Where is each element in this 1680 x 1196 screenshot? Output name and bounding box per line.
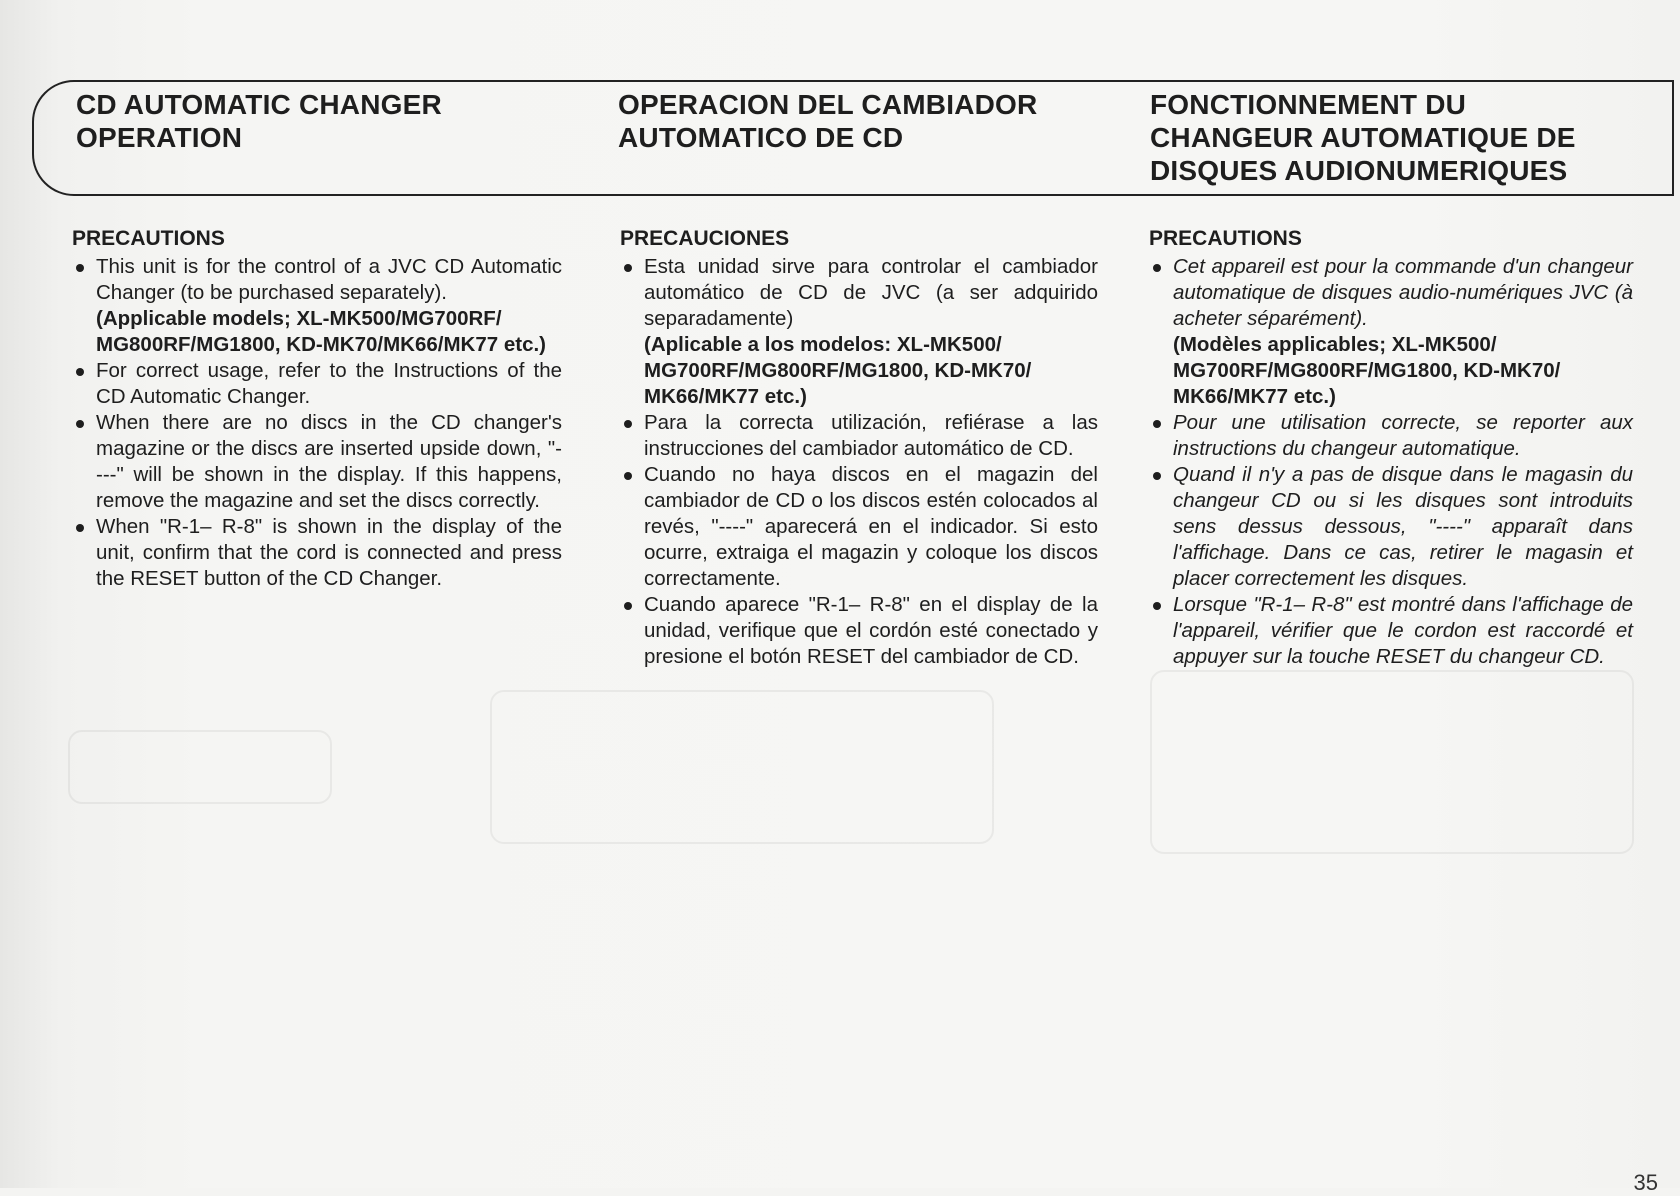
bullet-icon	[624, 602, 632, 610]
list-item	[620, 254, 1098, 410]
list-item	[72, 254, 562, 358]
list-item	[1149, 410, 1633, 462]
bullet-icon	[624, 264, 632, 272]
precautions-list	[1149, 254, 1633, 670]
spanish-column	[620, 226, 1098, 670]
item-text: Pour une utilisation correcte, se reporter aux instructions du changeur automatique.	[1173, 411, 1633, 460]
bullet-icon	[624, 420, 632, 428]
precautions-list	[72, 254, 562, 592]
bullet-icon	[1153, 602, 1161, 610]
bullet-icon	[76, 524, 84, 532]
bullet-icon	[76, 420, 84, 428]
bleed-through-box	[1150, 670, 1634, 854]
list-item	[72, 410, 562, 514]
precautions-list	[620, 254, 1098, 670]
list-item	[72, 358, 562, 410]
bullet-icon	[624, 472, 632, 480]
list-item	[1149, 592, 1633, 670]
bleed-through-box	[490, 690, 994, 844]
list-item	[620, 592, 1098, 670]
bullet-icon	[76, 368, 84, 376]
bullet-icon	[1153, 420, 1161, 428]
section-title: PRECAUTIONS	[1149, 227, 1302, 250]
item-text: Cuando no haya discos en el magazin del cambiador de CD o los discos estén colocados al revés, "----" aparecerá en el indicador. Si esto ocurre, extraiga el magazin y coloque los discos correctamente.	[644, 463, 1098, 590]
english-column	[72, 226, 562, 592]
item-text: Quand il n'y a pas de disque dans le magasin du changeur CD ou si les disques sont introduits sens dessus dessous, "----" apparaît dans l'affichage. Dans ce cas, retirer le magasin et placer correctement les disques.	[1173, 463, 1633, 590]
item-text: This unit is for the control of a JVC CD Automatic Changer (to be purchased separately).	[96, 255, 562, 304]
item-text: Cuando aparece "R-1– R-8" en el display de la unidad, verifique que el cordón esté conectado y presione el botón RESET del cambiador de CD.	[644, 593, 1098, 668]
header-title-english: CD AUTOMATIC CHANGER OPERATION	[76, 89, 442, 153]
list-item	[72, 514, 562, 592]
applicable-models: (Applicable models; XL-MK500/MG700RF/ MG800RF/MG1800, KD-MK70/MK66/MK77 etc.)	[96, 307, 546, 356]
list-item	[1149, 254, 1633, 410]
list-item	[620, 462, 1098, 592]
item-text: Lorsque "R-1– R-8" est montré dans l'affichage de l'appareil, vérifier que le cordon est raccordé et appuyer sur la touche RESET du changeur CD.	[1173, 593, 1633, 668]
header-title-spanish: OPERACION DEL CAMBIADOR AUTOMATICO DE CD	[618, 89, 1038, 153]
page-number: 35	[1633, 1170, 1658, 1195]
bleed-through-box	[68, 730, 332, 804]
item-text: Esta unidad sirve para controlar el cambiador automático de CD de JVC (a ser adquirido separadamente)	[644, 255, 1098, 330]
item-text: Cet appareil est pour la commande d'un changeur automatique de disques audio-numériques JVC (à acheter séparément).	[1173, 255, 1633, 330]
applicable-models: (Aplicable a los modelos: XL-MK500/ MG700RF/MG800RF/MG1800, KD-MK70/ MK66/MK77 etc.)	[644, 333, 1032, 408]
item-text: For correct usage, refer to the Instructions of the CD Automatic Changer.	[96, 359, 562, 408]
bullet-icon	[1153, 472, 1161, 480]
list-item	[620, 410, 1098, 462]
item-text: When "R-1– R-8" is shown in the display of the unit, confirm that the cord is connected and press the RESET button of the CD Changer.	[96, 515, 562, 590]
applicable-models: (Modèles applicables; XL-MK500/ MG700RF/MG800RF/MG1800, KD-MK70/ MK66/MK77 etc.)	[1173, 333, 1561, 408]
list-item	[1149, 462, 1633, 592]
item-text: Para la correcta utilización, refiérase a las instrucciones del cambiador automático de CD.	[644, 411, 1098, 460]
header-title-french: FONCTIONNEMENT DU CHANGEUR AUTOMATIQUE DE DISQUES AUDIONUMERIQUES	[1150, 89, 1576, 186]
item-text: When there are no discs in the CD changer's magazine or the discs are inserted upside down, "----" will be shown in the display. If this happens, remove the magazine and set the discs correctly.	[96, 411, 562, 512]
section-title: PRECAUCIONES	[620, 227, 790, 250]
french-column	[1149, 226, 1633, 670]
bullet-icon	[1153, 264, 1161, 272]
section-title: PRECAUTIONS	[72, 227, 225, 250]
bullet-icon	[76, 264, 84, 272]
